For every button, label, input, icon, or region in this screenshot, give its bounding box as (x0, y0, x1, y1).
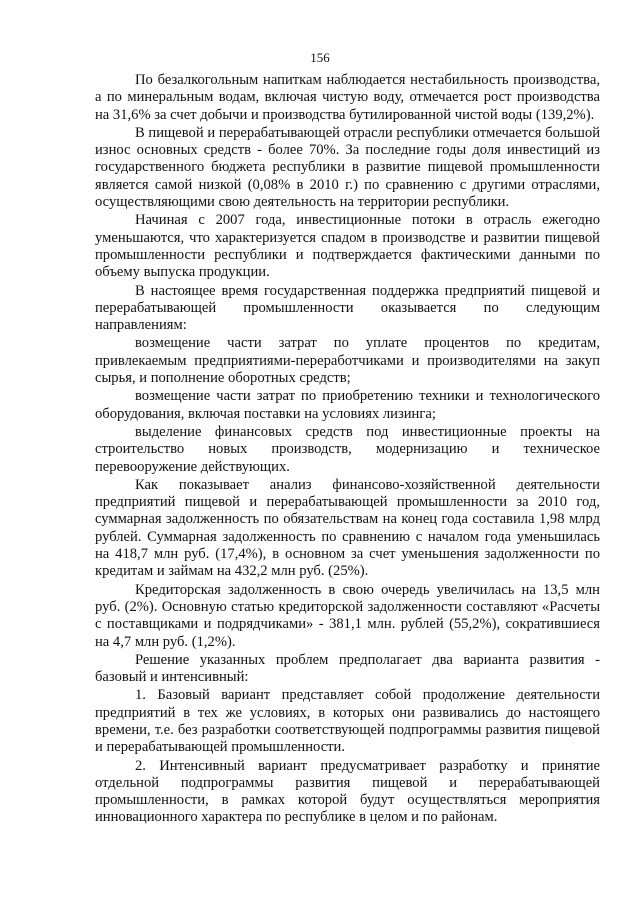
paragraph-basic-option: 1. Базовый вариант представляет собой продолжение деятельности предприятий в тех же условиях, в которых они развивались до настоящего времени, т.е. без разработки соответствующей подпрограммы развития пищевой и перерабатывающей промышленности. (95, 687, 600, 756)
paragraph-intensive-option: 2. Интенсивный вариант предусматривает разработку и принятие отдельной подпрограммы развития пищевой и перерабатывающей промышленности, в рамках которой будут осуществляться мероприятия инновационного характера по республике в целом и по районам. (95, 757, 600, 826)
list-item-investment-projects: выделение финансовых средств под инвестиционные проекты на строительство новых производств, модернизацию и техническое перевооружение действующих. (95, 423, 600, 475)
paragraph-investment-decline: Начиная с 2007 года, инвестиционные потоки в отрасль ежегодно уменьшаются, что характеризуется спадом в производстве и развитии пищевой промышленности республики и подтверждается фактическими данными по объему выпуска продукции. (95, 212, 600, 281)
list-item-equipment-compensation: возмещение части затрат по приобретению техники и технологического оборудования, включая поставки на условиях лизинга; (95, 388, 600, 422)
list-item-interest-compensation: возмещение части затрат по уплате процентов по кредитам, привлекаемым предприятиями-переработчиками и производителями на закуп сырья, и пополнение оборотных средств; (95, 335, 600, 387)
paragraph-accounts-payable: Кредиторская задолженность в свою очередь увеличилась на 13,5 млн руб. (2%). Основную статью кредиторской задолженности составляют «Расчеты с поставщиками и подрядчиками» - 381,1 млн. рублей (55,2%), сократившиеся на 4,7 млн руб. (1,2%). (95, 581, 600, 650)
paragraph-development-options: Решение указанных проблем предполагает два варианта развития - базовый и интенсивный: (95, 651, 600, 686)
paragraph-financial-analysis: Как показывает анализ финансово-хозяйственной деятельности предприятий пищевой и перерабатывающей промышленности за 2010 год, суммарная задолженность по обязательствам на конец года составила 1,98 млрд рублей. Суммарная задолженность по сравнению с началом года уменьшилась на 418,7 млн руб. (17,4%), в основном за счет уменьшения задолженности по кредитам и займам на 432,2 млн руб. (25%). (95, 476, 600, 580)
paragraph-state-support-intro: В настоящее время государственная поддержка предприятий пищевой и перерабатывающей промышленности оказывается по следующим направлениям: (95, 282, 600, 334)
paragraph-beverages: По безалкогольным напиткам наблюдается нестабильность производства, а по минеральным водам, включая чистую воду, отмечается рост производства на 31,6% за счет добычи и производства бутилированной чистой воды (139,2%). (95, 72, 600, 123)
page-number: 156 (310, 50, 330, 65)
body-text (95, 72, 600, 827)
paragraph-wear-and-investment: В пищевой и перерабатывающей отрасли республики отмечается большой износ основных средств - более 70%. За последние годы доля инвестиций из государственного бюджета республики в развитие пищевой промышленности является самой низкой (0,08% в 2010 г.) по сравнению с другими отраслями, осуществляющими свою деятельность на территории республики. (95, 124, 600, 211)
